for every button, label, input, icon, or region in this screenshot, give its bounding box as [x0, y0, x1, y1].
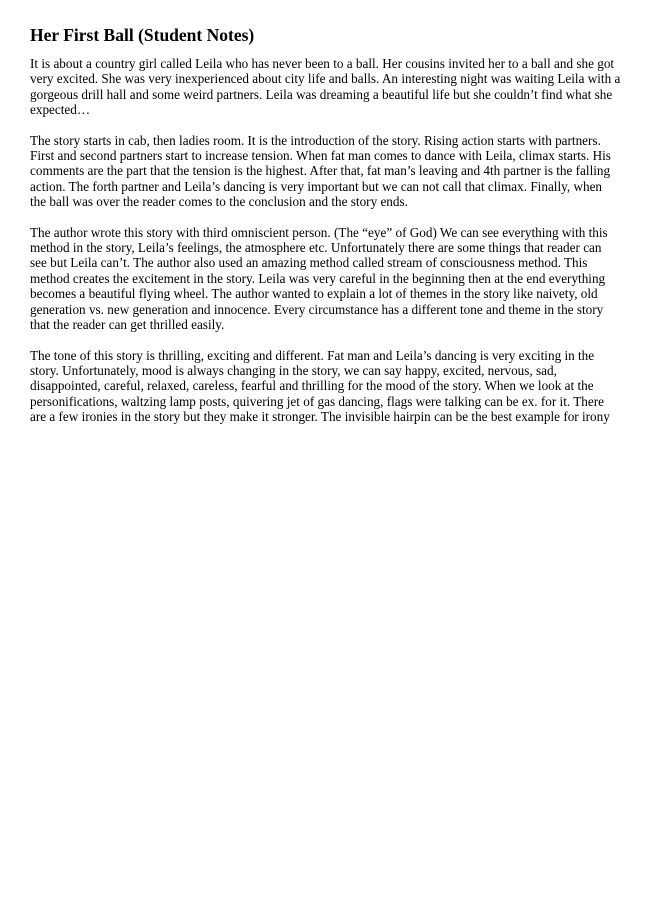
paragraph-plot-summary: It is about a country girl called Leila who has never been to a ball. Her cousins invited her to a ball and she got very excited. She was very inexperienced about city life and balls. An interesting night was waiting Leila with a gorgeous drill hall and some weird partners. Leila was dreaming a beautiful life but she couldn’t find what she expected… [30, 56, 621, 118]
paragraph-plot-structure: The story starts in cab, then ladies room. It is the introduction of the story. Rising action starts with partners. First and second partners start to increase tension. When fat man comes to dance with Leila, climax starts. His comments are the part that the tension is the highest. After that, fat man’s leaving and 4th partner is the falling action. The forth partner and Leila’s dancing is very important but we can not call that climax. Finally, when the ball was over the reader comes to the conclusion and the story ends. [30, 132, 611, 210]
paragraph-point-of-view: The author wrote this story with third omniscient person. (The “eye” of God) We can see everything with this method in the story, Leila’s feelings, the atmosphere etc. Unfortunately there are some things that reader can see but Leila can’t. The author also used an amazing method called stream of consciousness method. This method creates the excitement in the story. Leila was very careful in the beginning then at the end everything becomes a beautiful flying wheel. The author wanted to explain a lot of themes in the story like naivety, old generation vs. new generation and innocence. Every circumstance has a different tone and theme in the story that the reader can get thrilled easily. [30, 224, 608, 333]
paragraph-tone-and-mood: The tone of this story is thrilling, exciting and different. Fat man and Leila’s dancing is very exciting in the story. Unfortunately, mood is always changing in the story, we can say happy, excited, nervous, sad, disappointed, careful, relaxed, careless, fearful and thrilling for the mood of the story. When we look at the personifications, waltzing lamp posts, quivering jet of gas dancing, flags were talking can be ex. for it. There are a few ironies in the story but they make it stronger. The invisible hairpin can be the best example for irony [30, 347, 610, 425]
document-title: Her First Ball (Student Notes) [30, 25, 255, 45]
